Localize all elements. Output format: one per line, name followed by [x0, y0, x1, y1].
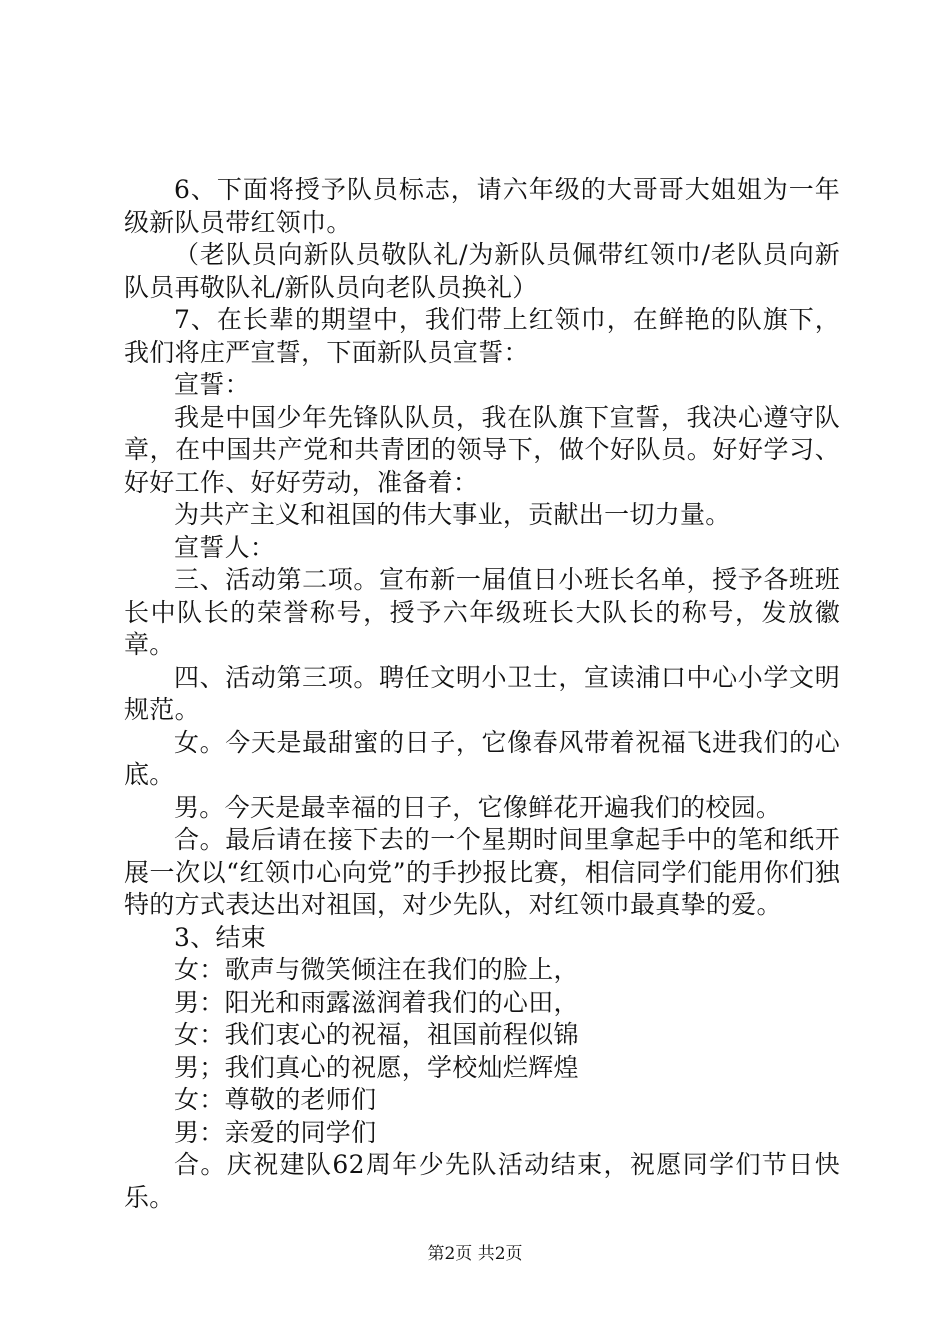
paragraph: 合。庆祝建队62周年少先队活动结束，祝愿同学们节日快乐。 — [124, 1150, 840, 1212]
paragraph: 四、活动第三项。聘任文明小卫士，宣读浦口中心小学文明规范。 — [124, 662, 840, 724]
paragraph: 6、下面将授予队员标志，请六年级的大哥哥大姐姐为一年级新队员带红领巾。 — [124, 175, 840, 237]
paragraph: 合。最后请在接下去的一个星期时间里拿起手中的笔和纸开展一次以“红领巾心向党”的手抄报比赛，相信同学们能用你们独特的方式表达出对祖国，对少先队，对红领巾最真挚的爱。 — [124, 825, 840, 919]
paragraph: 女：我们衷心的祝福，祖国前程似锦 — [174, 1020, 579, 1049]
paragraph: 宣誓： — [174, 370, 250, 399]
paragraph: （老队员向新队员敬队礼/为新队员佩带红领巾/老队员向新队员再敬队礼/新队员向老队员换礼） — [124, 240, 840, 302]
paragraph: 男。今天是最幸福的日子，它像鲜花开遍我们的校园。 — [174, 792, 782, 822]
paragraph: 男；我们真心的祝愿，学校灿烂辉煌 — [174, 1052, 579, 1082]
paragraph: 女：尊敬的老师们 — [174, 1085, 377, 1114]
paragraph: 3、结束 — [174, 922, 267, 952]
paragraph: 女。今天是最甜蜜的日子，它像春风带着祝福飞进我们的心底。 — [124, 727, 840, 789]
document-body — [124, 174, 840, 1214]
paragraph: 女：歌声与微笑倾注在我们的脸上， — [174, 955, 579, 984]
paragraph: 三、活动第二项。宣布新一届值日小班长名单，授予各班班长中队长的荣誉称号，授予六年级班长大队长的称号，发放徽章。 — [124, 565, 840, 659]
paragraph: 男：阳光和雨露滋润着我们的心田， — [174, 987, 579, 1017]
page-footer: 第2页 共2页 — [427, 1244, 523, 1264]
paragraph: 7、在长辈的期望中，我们带上红领巾，在鲜艳的队旗下，我们将庄严宣誓，下面新队员宣誓： — [124, 305, 840, 367]
paragraph: 男：亲爱的同学们 — [174, 1117, 377, 1147]
paragraph: 宣誓人： — [174, 532, 276, 562]
paragraph: 为共产主义和祖国的伟大事业，贡献出一切力量。 — [174, 500, 731, 529]
paragraph: 我是中国少年先锋队队员，我在队旗下宣誓，我决心遵守队章，在中国共产党和共青团的领导下，做个好队员。好好学习、好好工作、好好劳动，准备着： — [124, 402, 840, 497]
